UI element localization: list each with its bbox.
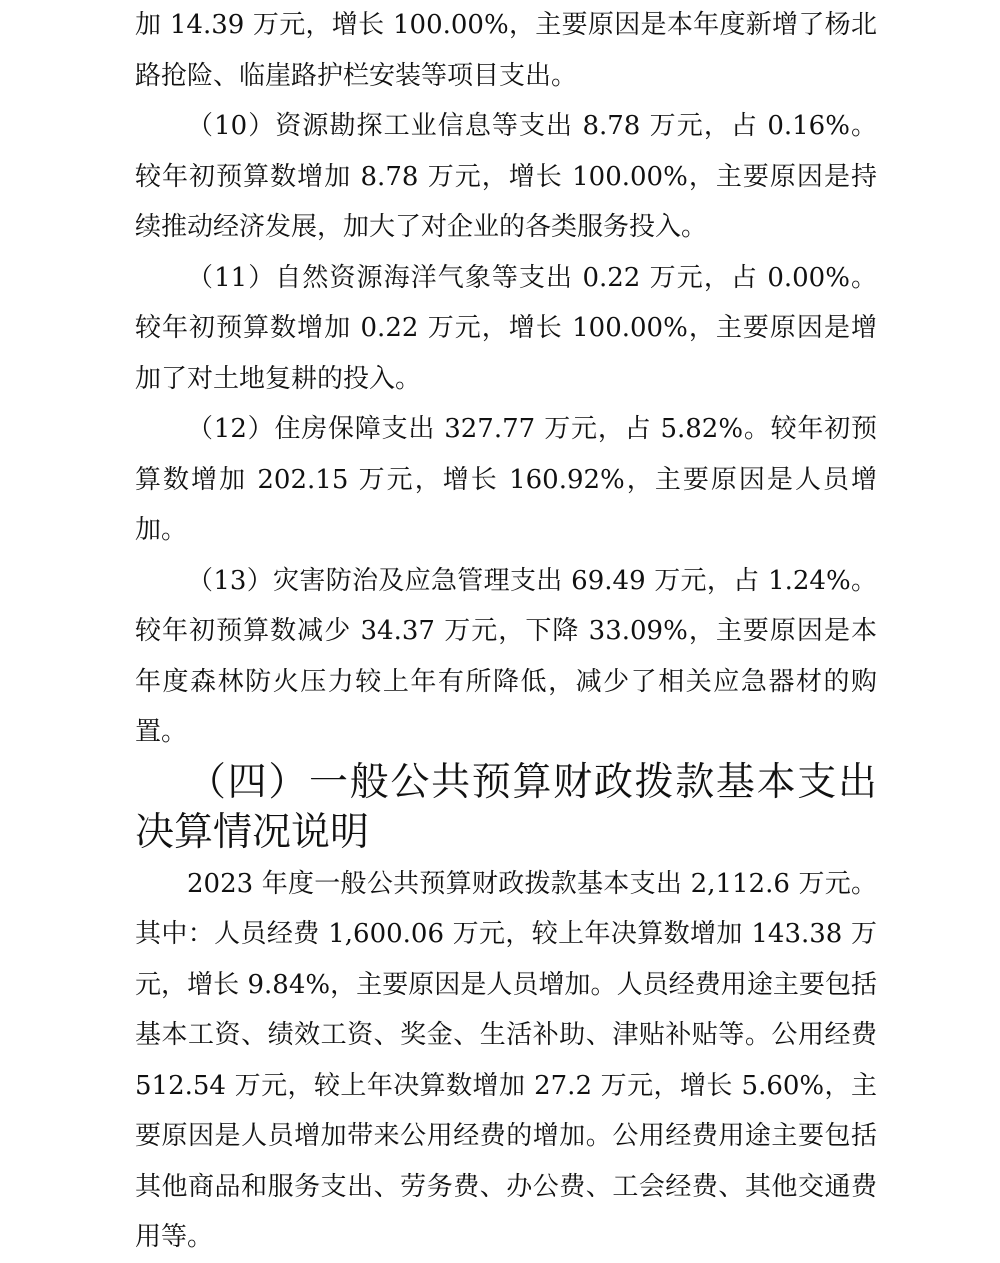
paragraph-item-13: （13）灾害防治及应急管理支出 69.49 万元，占 1.24%。较年初预算数减少 34.37 万元，下降 33.09%，主要原因是本年度森林防火压力较上年有所降低，减少了相关应急器材的购置。 [135, 565, 877, 747]
paragraph-item-10: （10）资源勘探工业信息等支出 8.78 万元，占 0.16%。较年初预算数增加 8.78 万元，增长 100.00%，主要原因是持续推动经济发展，加大了对企业的各类服务投入。 [135, 111, 877, 242]
paragraph-item-12: （12）住房保障支出 327.77 万元，占 5.82%。较年初预算数增加 202.15 万元，增长 160.92%，主要原因是人员增加。 [135, 414, 877, 545]
document-page [135, 0, 877, 1263]
paragraph-item-11: （11）自然资源海洋气象等支出 0.22 万元，占 0.00%。较年初预算数增加 0.22 万元，增长 100.00%，主要原因是增加了对土地复耕的投入。 [135, 262, 877, 394]
paragraph-continued: 加 14.39 万元，增长 100.00%，主要原因是本年度新增了杨北路抢险、临崖路护栏安装等项目支出。 [135, 10, 877, 91]
section-heading: （四）一般公共预算财政拨款基本支出决算情况说明 [135, 759, 877, 855]
summary-paragraph: 2023 年度一般公共预算财政拨款基本支出 2,112.6 万元。其中：人员经费 1,600.06 万元，较上年决算数增加 143.38 万元，增长 9.84%，主要原因是人员增加。人员经费用途主要包括基本工资、绩效工资、奖金、生活补助、津贴补贴等。公用经费 512.54 万元，较上年决算数增加 27.2 万元，增长 5.60%，主要原因是人员增加带来公用经费的增加。公用经费用途主要包括其他商品和服务支出、劳务费、办公费、工会经费、其他交通费用等。 [135, 868, 877, 1252]
